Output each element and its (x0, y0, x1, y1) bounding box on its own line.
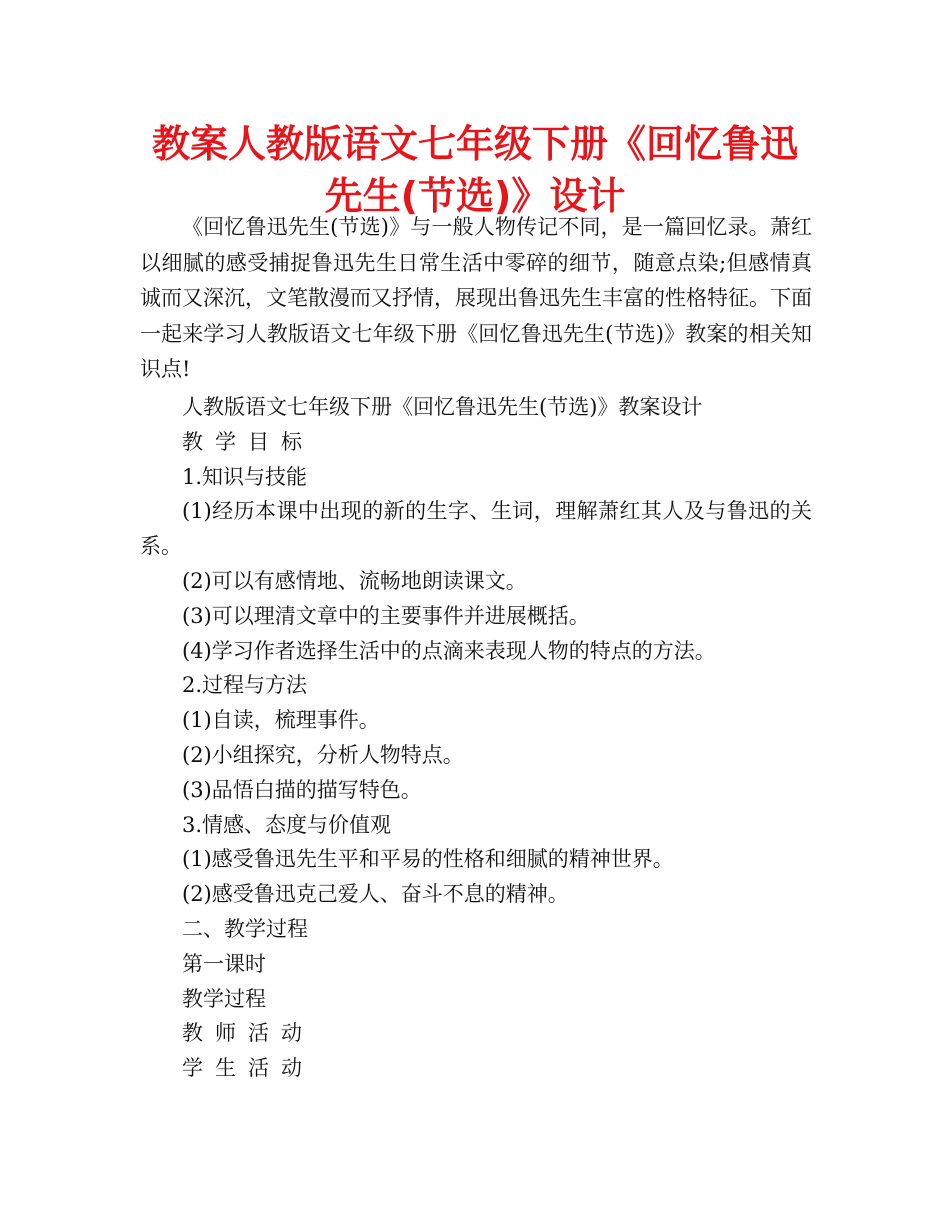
document-body (140, 390, 812, 1086)
section-heading: 人教版语文七年级下册《回忆鲁迅先生(节选)》教案设计 (182, 395, 703, 419)
goal-item: (2)感受鲁迅克己爱人、奋斗不息的精神。 (182, 882, 569, 907)
teacher-activity-label: 教师活动 (182, 1021, 314, 1046)
section-heading: 二、教学过程 (182, 916, 308, 941)
teaching-goals-heading: 教学目标 (182, 429, 314, 454)
goal-item: (3)品悟白描的描写特色。 (182, 777, 422, 802)
document-title: 教案人教版语文七年级下册《回忆鲁迅先生(节选)》设计 (151, 122, 798, 218)
lesson-heading: 第一课时 (182, 951, 266, 976)
goal-heading: 1.知识与技能 (182, 464, 308, 489)
goal-item: (1)感受鲁迅先生平和平易的性格和细腻的精神世界。 (182, 847, 674, 872)
goal-item: (2)小组探究，分析人物特点。 (182, 742, 464, 767)
goal-item: (1)经历本课中出现的新的生字、生词，理解萧红其人及与鲁迅的关系。 (140, 499, 812, 559)
goal-item: (4)学习作者选择生活中的点滴来表现人物的特点的方法。 (182, 638, 716, 663)
intro-paragraph: 《回忆鲁迅先生(节选)》与一般人物传记不同，是一篇回忆录。萧红以细腻的感受捕捉鲁迅先生日常生活中零碎的细节，随意点染;但感情真诚而又深沉，文笔散漫而又抒情，展现出鲁迅先生丰富的性格特征。下面一起来学习人教版语文七年级下册《回忆鲁迅先生(节选)》教案的相关知识点! (140, 215, 812, 381)
goal-item: (3)可以理清文章中的主要事件并进展概括。 (182, 603, 590, 628)
goal-heading: 2.过程与方法 (182, 673, 308, 698)
goal-item: (1)自读，梳理事件。 (182, 708, 380, 733)
goal-item: (2)可以有感情地、流畅地朗读课文。 (182, 568, 527, 593)
goal-heading: 3.情感、态度与价值观 (182, 812, 392, 837)
student-activity-label: 学生活动 (182, 1056, 314, 1081)
process-heading: 教学过程 (182, 986, 266, 1011)
